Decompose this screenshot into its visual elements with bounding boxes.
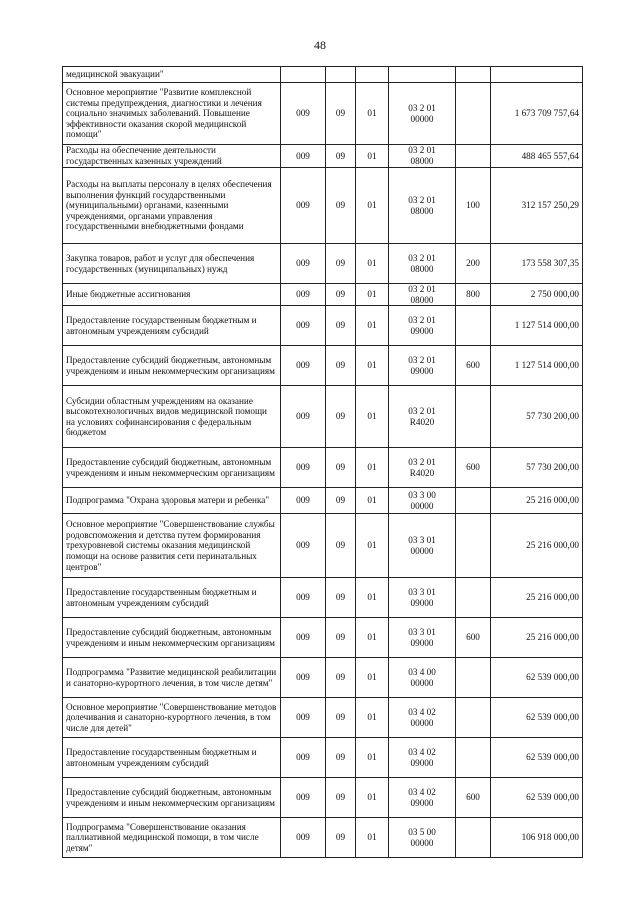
target-article-code-part2: 00000 — [410, 113, 434, 124]
subsection-code: 01 — [356, 778, 389, 818]
row-name: Предоставление государственным бюджетным и автономным учреждениям субсидий — [63, 738, 281, 778]
ministry-code: 009 — [281, 488, 326, 514]
expense-type-code: 600 — [456, 448, 491, 488]
table-row — [63, 284, 583, 306]
row-name: Предоставление субсидий бюджетным, автономным учреждениям и иным некоммерческим организациям — [63, 778, 281, 818]
expense-type-code: 600 — [456, 618, 491, 658]
table-row — [63, 168, 583, 244]
expense-type-code — [456, 145, 491, 168]
target-article-code-part1: 03 3 01 — [408, 535, 436, 546]
row-name: Расходы на выплаты персоналу в целях обеспечения выполнения функций государственными (муниципальными) органами, казенными учреждениями, органами управления государственными внебюджетными фондами — [63, 168, 281, 244]
table-row — [63, 818, 583, 858]
section-code: 09 — [326, 618, 356, 658]
expense-type-code: 100 — [456, 168, 491, 244]
section-code: 09 — [326, 346, 356, 386]
expense-type-code — [456, 698, 491, 738]
target-article-code-part2: 00000 — [410, 545, 434, 556]
section-code: 09 — [326, 698, 356, 738]
section-code: 09 — [326, 658, 356, 698]
section-code: 09 — [326, 488, 356, 514]
target-article-code-part1: 03 3 01 — [408, 627, 436, 638]
table-row — [63, 698, 583, 738]
expense-type-code — [456, 738, 491, 778]
table-row — [63, 488, 583, 514]
subsection-code: 01 — [356, 578, 389, 618]
expense-type-code: 600 — [456, 346, 491, 386]
section-code: 09 — [326, 778, 356, 818]
amount: 1 127 514 000,00 — [491, 306, 583, 346]
target-article-code-part1: 03 2 01 — [408, 194, 436, 205]
ministry-code: 009 — [281, 83, 326, 145]
amount: 62 539 000,00 — [491, 698, 583, 738]
row-name: Иные бюджетные ассигнования — [63, 284, 281, 306]
target-article-code-part2: 09000 — [410, 757, 434, 768]
subsection-code: 01 — [356, 488, 389, 514]
target-article-code-part1: 03 2 01 — [408, 457, 436, 468]
budget-table — [62, 66, 583, 858]
subsection-code: 01 — [356, 145, 389, 168]
target-article-code — [389, 145, 456, 168]
amount: 488 465 557,64 — [491, 145, 583, 168]
target-article-code-part2: 09000 — [410, 325, 434, 336]
target-article-code-part1: 03 2 01 — [408, 284, 436, 294]
ministry-code: 009 — [281, 306, 326, 346]
target-article-code-part2: 00000 — [410, 500, 434, 511]
ministry-code: 009 — [281, 244, 326, 284]
section-code: 09 — [326, 738, 356, 778]
expense-type-code — [456, 488, 491, 514]
ministry-code — [281, 67, 326, 83]
subsection-code: 01 — [356, 818, 389, 858]
table-row — [63, 67, 583, 83]
section-code: 09 — [326, 386, 356, 448]
target-article-code-part1: 03 2 01 — [408, 406, 436, 417]
table-row — [63, 448, 583, 488]
target-article-code — [389, 778, 456, 818]
expense-type-code — [456, 818, 491, 858]
target-article-code — [389, 738, 456, 778]
ministry-code: 009 — [281, 658, 326, 698]
target-article-code-part2: 08000 — [410, 156, 434, 166]
section-code: 09 — [326, 514, 356, 578]
row-name: Подпрограмма "Развитие медицинской реабилитации и санаторно-курортного лечения, в том числе детям" — [63, 658, 281, 698]
ministry-code: 009 — [281, 778, 326, 818]
amount: 57 730 200,00 — [491, 448, 583, 488]
target-article-code-part2: 09000 — [410, 797, 434, 808]
target-article-code-part1: 03 2 01 — [408, 315, 436, 326]
target-article-code-part2: 09000 — [410, 637, 434, 648]
section-code: 09 — [326, 83, 356, 145]
target-article-code-part1: 03 2 01 — [408, 145, 436, 156]
target-article-code-part2: 09000 — [410, 365, 434, 376]
target-article-code — [389, 618, 456, 658]
amount: 1 127 514 000,00 — [491, 346, 583, 386]
subsection-code — [356, 67, 389, 83]
table-row — [63, 514, 583, 578]
table-row — [63, 738, 583, 778]
section-code: 09 — [326, 244, 356, 284]
target-article-code-part1: 03 4 02 — [408, 787, 436, 798]
target-article-code-part2: 08000 — [410, 263, 434, 274]
row-name: Подпрограмма "Охрана здоровья матери и ребенка" — [63, 488, 281, 514]
expense-type-code: 200 — [456, 244, 491, 284]
table-row — [63, 386, 583, 448]
target-article-code-part2: 00000 — [410, 677, 434, 688]
expense-type-code — [456, 83, 491, 145]
target-article-code-part1: 03 2 01 — [408, 102, 436, 113]
section-code: 09 — [326, 284, 356, 306]
row-name: Расходы на обеспечение деятельности государственных казенных учреждений — [63, 145, 281, 168]
amount: 2 750 000,00 — [491, 284, 583, 306]
target-article-code-part2: R4020 — [409, 416, 435, 427]
target-article-code — [389, 698, 456, 738]
subsection-code: 01 — [356, 386, 389, 448]
target-article-code-part1: 03 2 01 — [408, 252, 436, 263]
target-article-code — [389, 448, 456, 488]
amount: 25 216 000,00 — [491, 618, 583, 658]
row-name: Основное мероприятие "Развитие комплексной системы предупреждения, диагностики и лечения социально значимых заболеваний. Повышение эффективности оказания скорой медицинской помощи" — [63, 83, 281, 145]
expense-type-code: 600 — [456, 778, 491, 818]
table-row — [63, 618, 583, 658]
target-article-code-part1: 03 5 00 — [408, 827, 436, 838]
subsection-code: 01 — [356, 168, 389, 244]
target-article-code — [389, 67, 456, 83]
ministry-code: 009 — [281, 818, 326, 858]
expense-type-code — [456, 386, 491, 448]
target-article-code-part1: 03 3 00 — [408, 490, 436, 501]
subsection-code: 01 — [356, 514, 389, 578]
target-article-code — [389, 346, 456, 386]
amount: 62 539 000,00 — [491, 738, 583, 778]
table-row — [63, 83, 583, 145]
ministry-code: 009 — [281, 168, 326, 244]
expense-type-code — [456, 514, 491, 578]
target-article-code-part2: 08000 — [410, 294, 434, 305]
row-name: Основное мероприятие "Совершенствование службы родовспоможения и детства путем формирования трехуровневой системы оказания медицинской помощи на основе развития сети перинатальных центров" — [63, 514, 281, 578]
amount: 62 539 000,00 — [491, 778, 583, 818]
target-article-code-part2: 09000 — [410, 597, 434, 608]
amount: 1 673 709 757,64 — [491, 83, 583, 145]
subsection-code: 01 — [356, 448, 389, 488]
target-article-code-part1: 03 4 00 — [408, 667, 436, 678]
target-article-code-part2: R4020 — [409, 467, 435, 478]
amount: 173 558 307,35 — [491, 244, 583, 284]
target-article-code — [389, 284, 456, 306]
target-article-code-part1: 03 2 01 — [408, 355, 436, 366]
expense-type-code — [456, 306, 491, 346]
table-row — [63, 244, 583, 284]
section-code: 09 — [326, 145, 356, 168]
ministry-code: 009 — [281, 284, 326, 306]
row-name: Предоставление субсидий бюджетным, автономным учреждениям и иным некоммерческим организациям — [63, 448, 281, 488]
target-article-code-part2: 00000 — [410, 717, 434, 728]
ministry-code: 009 — [281, 698, 326, 738]
amount: 62 539 000,00 — [491, 658, 583, 698]
row-name: Предоставление субсидий бюджетным, автономным учреждениям и иным некоммерческим организациям — [63, 618, 281, 658]
ministry-code: 009 — [281, 578, 326, 618]
expense-type-code: 800 — [456, 284, 491, 306]
target-article-code-part1: 03 4 02 — [408, 747, 436, 758]
target-article-code-part2: 08000 — [410, 205, 434, 216]
amount: 25 216 000,00 — [491, 488, 583, 514]
section-code: 09 — [326, 448, 356, 488]
section-code — [326, 67, 356, 83]
expense-type-code — [456, 67, 491, 83]
row-name: Предоставление государственным бюджетным и автономным учреждениям субсидий — [63, 578, 281, 618]
target-article-code — [389, 306, 456, 346]
target-article-code — [389, 488, 456, 514]
ministry-code: 009 — [281, 514, 326, 578]
subsection-code: 01 — [356, 658, 389, 698]
amount: 106 918 000,00 — [491, 818, 583, 858]
target-article-code — [389, 83, 456, 145]
row-name: медицинской эвакуации" — [63, 67, 281, 83]
ministry-code: 009 — [281, 145, 326, 168]
subsection-code: 01 — [356, 306, 389, 346]
expense-type-code — [456, 658, 491, 698]
amount: 25 216 000,00 — [491, 578, 583, 618]
ministry-code: 009 — [281, 386, 326, 448]
ministry-code: 009 — [281, 448, 326, 488]
target-article-code — [389, 578, 456, 618]
target-article-code-part1: 03 3 01 — [408, 587, 436, 598]
subsection-code: 01 — [356, 244, 389, 284]
amount — [491, 67, 583, 83]
table-row — [63, 306, 583, 346]
amount: 25 216 000,00 — [491, 514, 583, 578]
ministry-code: 009 — [281, 618, 326, 658]
target-article-code-part2: 00000 — [410, 837, 434, 848]
row-name: Закупка товаров, работ и услуг для обеспечения государственных (муниципальных) нужд — [63, 244, 281, 284]
subsection-code: 01 — [356, 698, 389, 738]
section-code: 09 — [326, 306, 356, 346]
row-name: Предоставление государственным бюджетным и автономным учреждениям субсидий — [63, 306, 281, 346]
table-row — [63, 346, 583, 386]
target-article-code — [389, 818, 456, 858]
table-row — [63, 145, 583, 168]
amount: 57 730 200,00 — [491, 386, 583, 448]
target-article-code — [389, 168, 456, 244]
target-article-code — [389, 658, 456, 698]
table-row — [63, 778, 583, 818]
subsection-code: 01 — [356, 738, 389, 778]
target-article-code — [389, 514, 456, 578]
row-name: Субсидии областным учреждениям на оказание высокотехнологичных видов медицинской помощи на условиях софинансирования с федеральным бюджетом — [63, 386, 281, 448]
ministry-code: 009 — [281, 738, 326, 778]
target-article-code-part1: 03 4 02 — [408, 707, 436, 718]
subsection-code: 01 — [356, 284, 389, 306]
row-name: Предоставление субсидий бюджетным, автономным учреждениям и иным некоммерческим организациям — [63, 346, 281, 386]
subsection-code: 01 — [356, 83, 389, 145]
section-code: 09 — [326, 818, 356, 858]
subsection-code: 01 — [356, 618, 389, 658]
ministry-code: 009 — [281, 346, 326, 386]
section-code: 09 — [326, 578, 356, 618]
subsection-code: 01 — [356, 346, 389, 386]
table-row — [63, 578, 583, 618]
section-code: 09 — [326, 168, 356, 244]
row-name: Основное мероприятие "Совершенствование методов долечивания и санаторно-курортного лечения, в том числе для детей" — [63, 698, 281, 738]
table-row — [63, 658, 583, 698]
amount: 312 157 250,29 — [491, 168, 583, 244]
target-article-code — [389, 386, 456, 448]
expense-type-code — [456, 578, 491, 618]
row-name: Подпрограмма "Совершенствование оказания паллиативной медицинской помощи, в том числе детям" — [63, 818, 281, 858]
page-number: 48 — [314, 38, 326, 52]
target-article-code — [389, 244, 456, 284]
